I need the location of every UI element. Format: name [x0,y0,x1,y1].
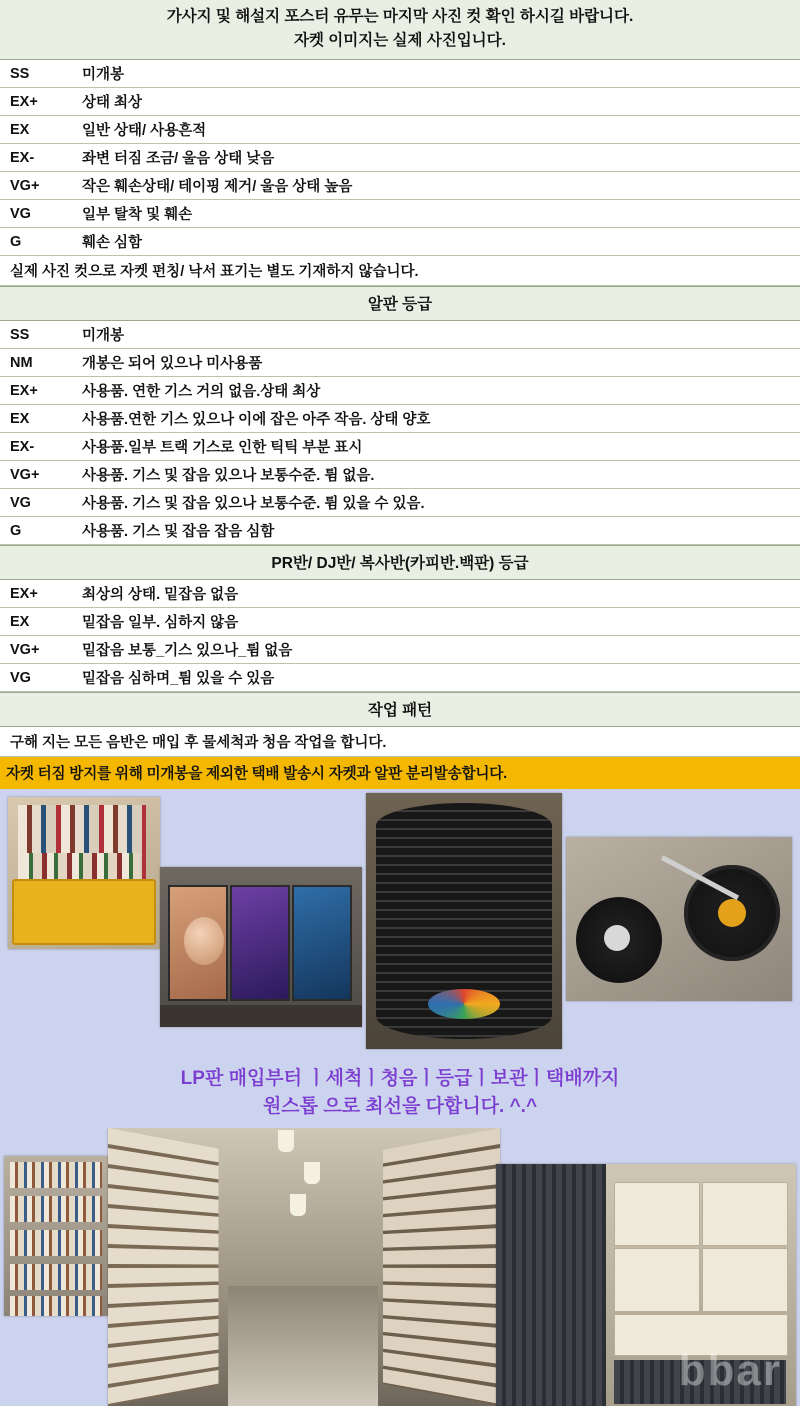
pr-grade-table [0,580,800,692]
table-row [0,321,800,349]
photo-collage-top [0,789,800,1059]
grade-desc: 개봉은 되어 있으나 미사용품 [76,349,800,376]
grade-code: VG [0,664,76,691]
table-row [0,144,800,172]
table-row [0,228,800,256]
work-section-title: 작업 패턴 [0,692,800,727]
table-row [0,116,800,144]
watermark: bbar [678,1346,782,1396]
grade-code: EX [0,405,76,432]
grade-desc: 밑잡음 일부. 심하지 않음 [76,608,800,635]
table-row [0,172,800,200]
grade-desc: 미개봉 [76,321,800,348]
grade-code: EX+ [0,377,76,404]
table-row [0,608,800,636]
photo-vinyl-stack [366,793,562,1049]
grade-desc: 밑잡음 보통_기스 있으나_튐 없음 [76,636,800,663]
table-row [0,664,800,692]
service-summary-text [0,1059,800,1128]
top-notice-line2: 자켓 이미지는 실제 사진입니다. [294,32,506,50]
grade-code: EX [0,608,76,635]
grade-desc: 훼손 심함 [76,228,800,255]
grade-code: VG+ [0,172,76,199]
grade-code: VG+ [0,461,76,488]
grade-code: SS [0,321,76,348]
grade-code: EX- [0,144,76,171]
top-notice [0,0,800,60]
work-note: 구해 지는 모든 음반은 매입 후 물세척과 청음 작업을 합니다. [0,727,800,757]
table-row [0,88,800,116]
service-summary-line2: 원스톱 으로 최선을 다합니다. ^.^ [262,1095,538,1117]
grade-desc: 밑잡음 심하며_튐 있을 수 있음 [76,664,800,691]
disc-grade-table [0,321,800,545]
table-row [0,489,800,517]
grade-desc: 사용품. 기스 및 잡음 있으나 보통수준. 튐 없음. [76,461,800,488]
grade-desc: 작은 훼손상태/ 테이핑 제거/ 울음 상태 높음 [76,172,800,199]
grade-desc: 일부 탈착 및 훼손 [76,200,800,227]
grade-desc: 좌변 터짐 조금/ 울음 상태 낮음 [76,144,800,171]
table-row [0,636,800,664]
grade-code: EX+ [0,88,76,115]
grade-code: EX [0,116,76,143]
table-row [0,377,800,405]
disc-section-title: 알판 등급 [0,286,800,321]
grade-code: G [0,228,76,255]
grade-desc: 사용품. 연한 기스 거의 없음.상태 최상 [76,377,800,404]
grade-desc: 사용품.일부 트랙 기스로 인한 틱틱 부분 표시 [76,433,800,460]
grade-desc: 사용품. 기스 및 잡음 잡음 심함 [76,517,800,544]
grade-desc: 상태 최상 [76,88,800,115]
photo-album-jackets [160,867,362,1027]
photo-turntables [566,837,792,1001]
grade-code: VG [0,489,76,516]
photo-shelf-small [4,1156,108,1316]
grade-code: EX- [0,433,76,460]
table-row [0,580,800,608]
grade-code: VG+ [0,636,76,663]
table-row [0,405,800,433]
photo-record-crates [8,797,160,949]
service-summary-line1: LP판 매입부터 ㅣ세척ㅣ청음ㅣ등급ㅣ보관ㅣ택배까지 [180,1068,620,1090]
grade-code: G [0,517,76,544]
photo-storage-aisle [108,1128,500,1406]
grade-code: NM [0,349,76,376]
table-row [0,433,800,461]
grade-desc: 일반 상태/ 사용흔적 [76,116,800,143]
grade-code: SS [0,60,76,87]
table-row [0,517,800,545]
table-row [0,349,800,377]
table-row [0,461,800,489]
jacket-grade-table [0,60,800,256]
grade-desc: 사용품. 기스 및 잡음 있으나 보통수준. 튐 있을 수 있음. [76,489,800,516]
jacket-footnote: 실제 사진 컷으로 자켓 펀칭/ 낙서 표기는 별도 기재하지 않습니다. [0,256,800,286]
table-row [0,60,800,88]
photo-collage-bottom [0,1128,800,1406]
grade-code: VG [0,200,76,227]
table-row [0,200,800,228]
grade-desc: 미개봉 [76,60,800,87]
shipping-banner: 자켓 터짐 방지를 위해 미개봉을 제외한 택배 발송시 자켓과 알판 분리발송합니다. [0,757,800,789]
grade-desc: 최상의 상태. 밑잡음 없음 [76,580,800,607]
top-notice-line1: 가사지 및 해설지 포스터 유무는 마지막 사진 컷 확인 하시길 바랍니다. [166,8,634,25]
grade-desc: 사용품.연한 기스 있으나 이에 잡은 아주 작음. 상태 양호 [76,405,800,432]
pr-section-title: PR반/ DJ반/ 복사반(카피반.백판) 등급 [0,545,800,580]
grade-code: EX+ [0,580,76,607]
